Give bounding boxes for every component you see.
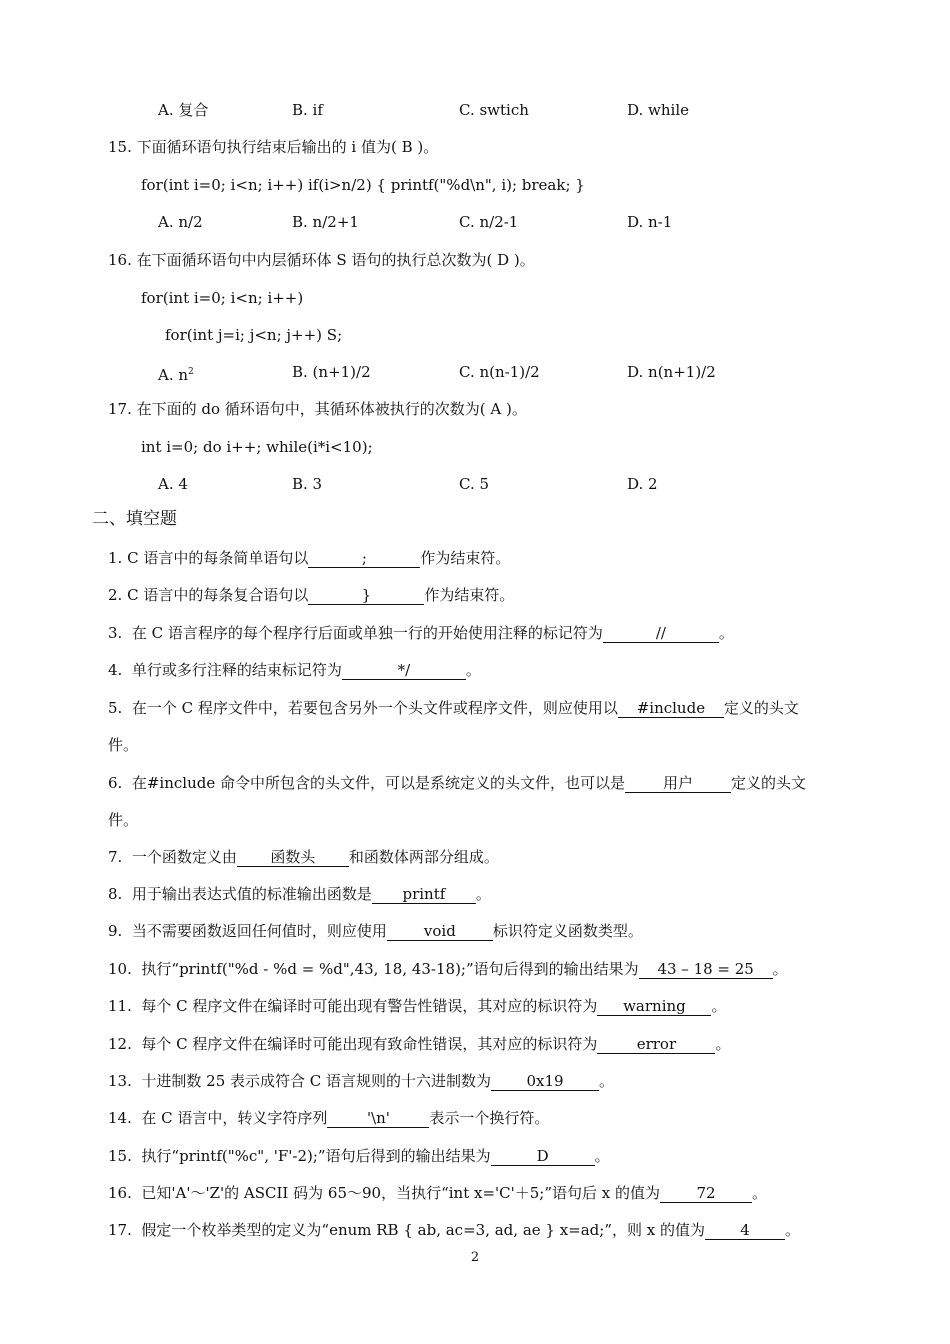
question-text: 在下面的 do 循环语句中，其循环体被执行的次数为( A )。	[136, 400, 527, 418]
question-number: 17.	[108, 400, 132, 418]
question-number: 15.	[108, 138, 132, 156]
answer-blank: D	[491, 1148, 595, 1166]
option-b: B. (n+1)/2	[292, 363, 371, 381]
page-number: 2	[470, 1250, 480, 1265]
answer-blank: 0x19	[491, 1073, 599, 1091]
section-title: 二、填空题	[92, 509, 177, 529]
option-c: C. n(n-1)/2	[459, 363, 540, 381]
option-d: D. n-1	[627, 213, 673, 231]
option-a: A. 复合	[158, 101, 209, 119]
fill-question-5-cont: 件。	[108, 736, 139, 754]
answer-blank: 43 – 18 = 25	[639, 961, 773, 979]
option-a: A. n/2	[158, 213, 203, 231]
option-c: C. 5	[459, 475, 490, 493]
code-line: for(int i=0; i<n; i++) if(i>n/2) { printf("%d\n", i); break; }	[141, 176, 585, 194]
code-line: int i=0; do i++; while(i*i<10);	[141, 438, 373, 456]
answer-blank: 72	[660, 1185, 752, 1203]
question-text: 在下面循环语句中内层循环体 S 语句的执行总次数为( D )。	[136, 251, 535, 269]
fill-question-5: 5. 在一个 C 程序文件中，若要包含另外一个头文件或程序文件，则应使用以 #include 定义的头文	[108, 699, 799, 717]
answer-blank: */	[342, 662, 466, 680]
answer-blank: 4	[705, 1222, 785, 1240]
answer-blank: 用户	[625, 775, 731, 793]
code-line: for(int j=i; j<n; j++) S;	[165, 326, 343, 344]
fill-question-1: 1. C 语言中的每条简单语句以 ; 作为结束符。	[108, 549, 511, 567]
option-d: D. n(n+1)/2	[627, 363, 716, 381]
option-d: D. while	[627, 101, 689, 119]
fill-question-2: 2. C 语言中的每条复合语句以 } 作为结束符。	[108, 586, 515, 604]
answer-blank: void	[387, 923, 493, 941]
answer-blank: printf	[372, 886, 476, 904]
mc-question-17	[108, 399, 527, 419]
answer-blank: 函数头	[237, 849, 349, 867]
option-c: C. n/2-1	[459, 213, 519, 231]
option-c: C. swtich	[459, 101, 529, 119]
answer-blank: '\n'	[327, 1110, 429, 1128]
fill-question-4: 4. 单行或多行注释的结束标记符为 */ 。	[108, 661, 481, 679]
superscript: 2	[188, 367, 194, 377]
mc-question-15	[108, 137, 438, 157]
option-b: B. if	[292, 101, 323, 119]
question-number: 16.	[108, 251, 132, 269]
answer-blank: }	[308, 587, 424, 605]
option-d: D. 2	[627, 475, 658, 493]
answer-blank: #include	[618, 700, 724, 718]
option-b: B. n/2+1	[292, 213, 359, 231]
fill-question-16: 16. 已知'A'～'Z'的 ASCII 码为 65～90，当执行“int x='C'＋5;”语句后 x 的值为 72 。	[108, 1184, 768, 1202]
fill-question-8: 8. 用于输出表达式值的标准输出函数是 printf 。	[108, 885, 491, 903]
option-a: A. $n^2$	[158, 366, 194, 384]
answer-blank: ;	[308, 550, 420, 568]
mc-question-16	[108, 250, 535, 270]
fill-question-17: 17. 假定一个枚举类型的定义为“enum RB { ab, ac=3, ad, ae } x=ad;”，则 x 的值为 4 。	[108, 1221, 801, 1239]
answer-blank: //	[603, 625, 719, 643]
fill-question-3: 3. 在 C 语言程序的每个程序行后面或单独一行的开始使用注释的标记符为 // 。	[108, 624, 734, 642]
fill-question-12: 12. 每个 C 程序文件在编译时可能出现有致命性错误，其对应的标识符为 error 。	[108, 1035, 731, 1053]
fill-question-15: 15. 执行“printf("%c", 'F'-2);”语句后得到的输出结果为 D 。	[108, 1147, 610, 1165]
fill-question-6: 6. 在#include 命令中所包含的头文件，可以是系统定义的头文件，也可以是 用户 定义的头文	[108, 774, 807, 792]
answer-blank: error	[597, 1036, 715, 1054]
fill-question-10: 10. 执行“printf("%d - %d = %d",43, 18, 43-18);”语句后得到的输出结果为 43 – 18 = 25 。	[108, 960, 788, 978]
fill-question-9: 9. 当不需要函数返回任何值时，则应使用 void 标识符定义函数类型。	[108, 922, 643, 940]
answer-blank: warning	[597, 998, 711, 1016]
fill-question-6-cont: 件。	[108, 811, 139, 829]
question-text: 下面循环语句执行结束后输出的 i 值为( B )。	[136, 138, 439, 156]
fill-question-13: 13. 十进制数 25 表示成符合 C 语言规则的十六进制数为 0x19 。	[108, 1072, 615, 1090]
fill-question-7: 7. 一个函数定义由 函数头 和函数体两部分组成。	[108, 848, 499, 866]
option-b: B. 3	[292, 475, 323, 493]
code-line: for(int i=0; i<n; i++)	[141, 289, 304, 307]
option-a: A. 4	[158, 475, 188, 493]
fill-question-14: 14. 在 C 语言中，转义字符序列 '\n' 表示一个换行符。	[108, 1109, 550, 1127]
fill-question-11: 11. 每个 C 程序文件在编译时可能出现有警告性错误，其对应的标识符为 warning 。	[108, 997, 727, 1015]
